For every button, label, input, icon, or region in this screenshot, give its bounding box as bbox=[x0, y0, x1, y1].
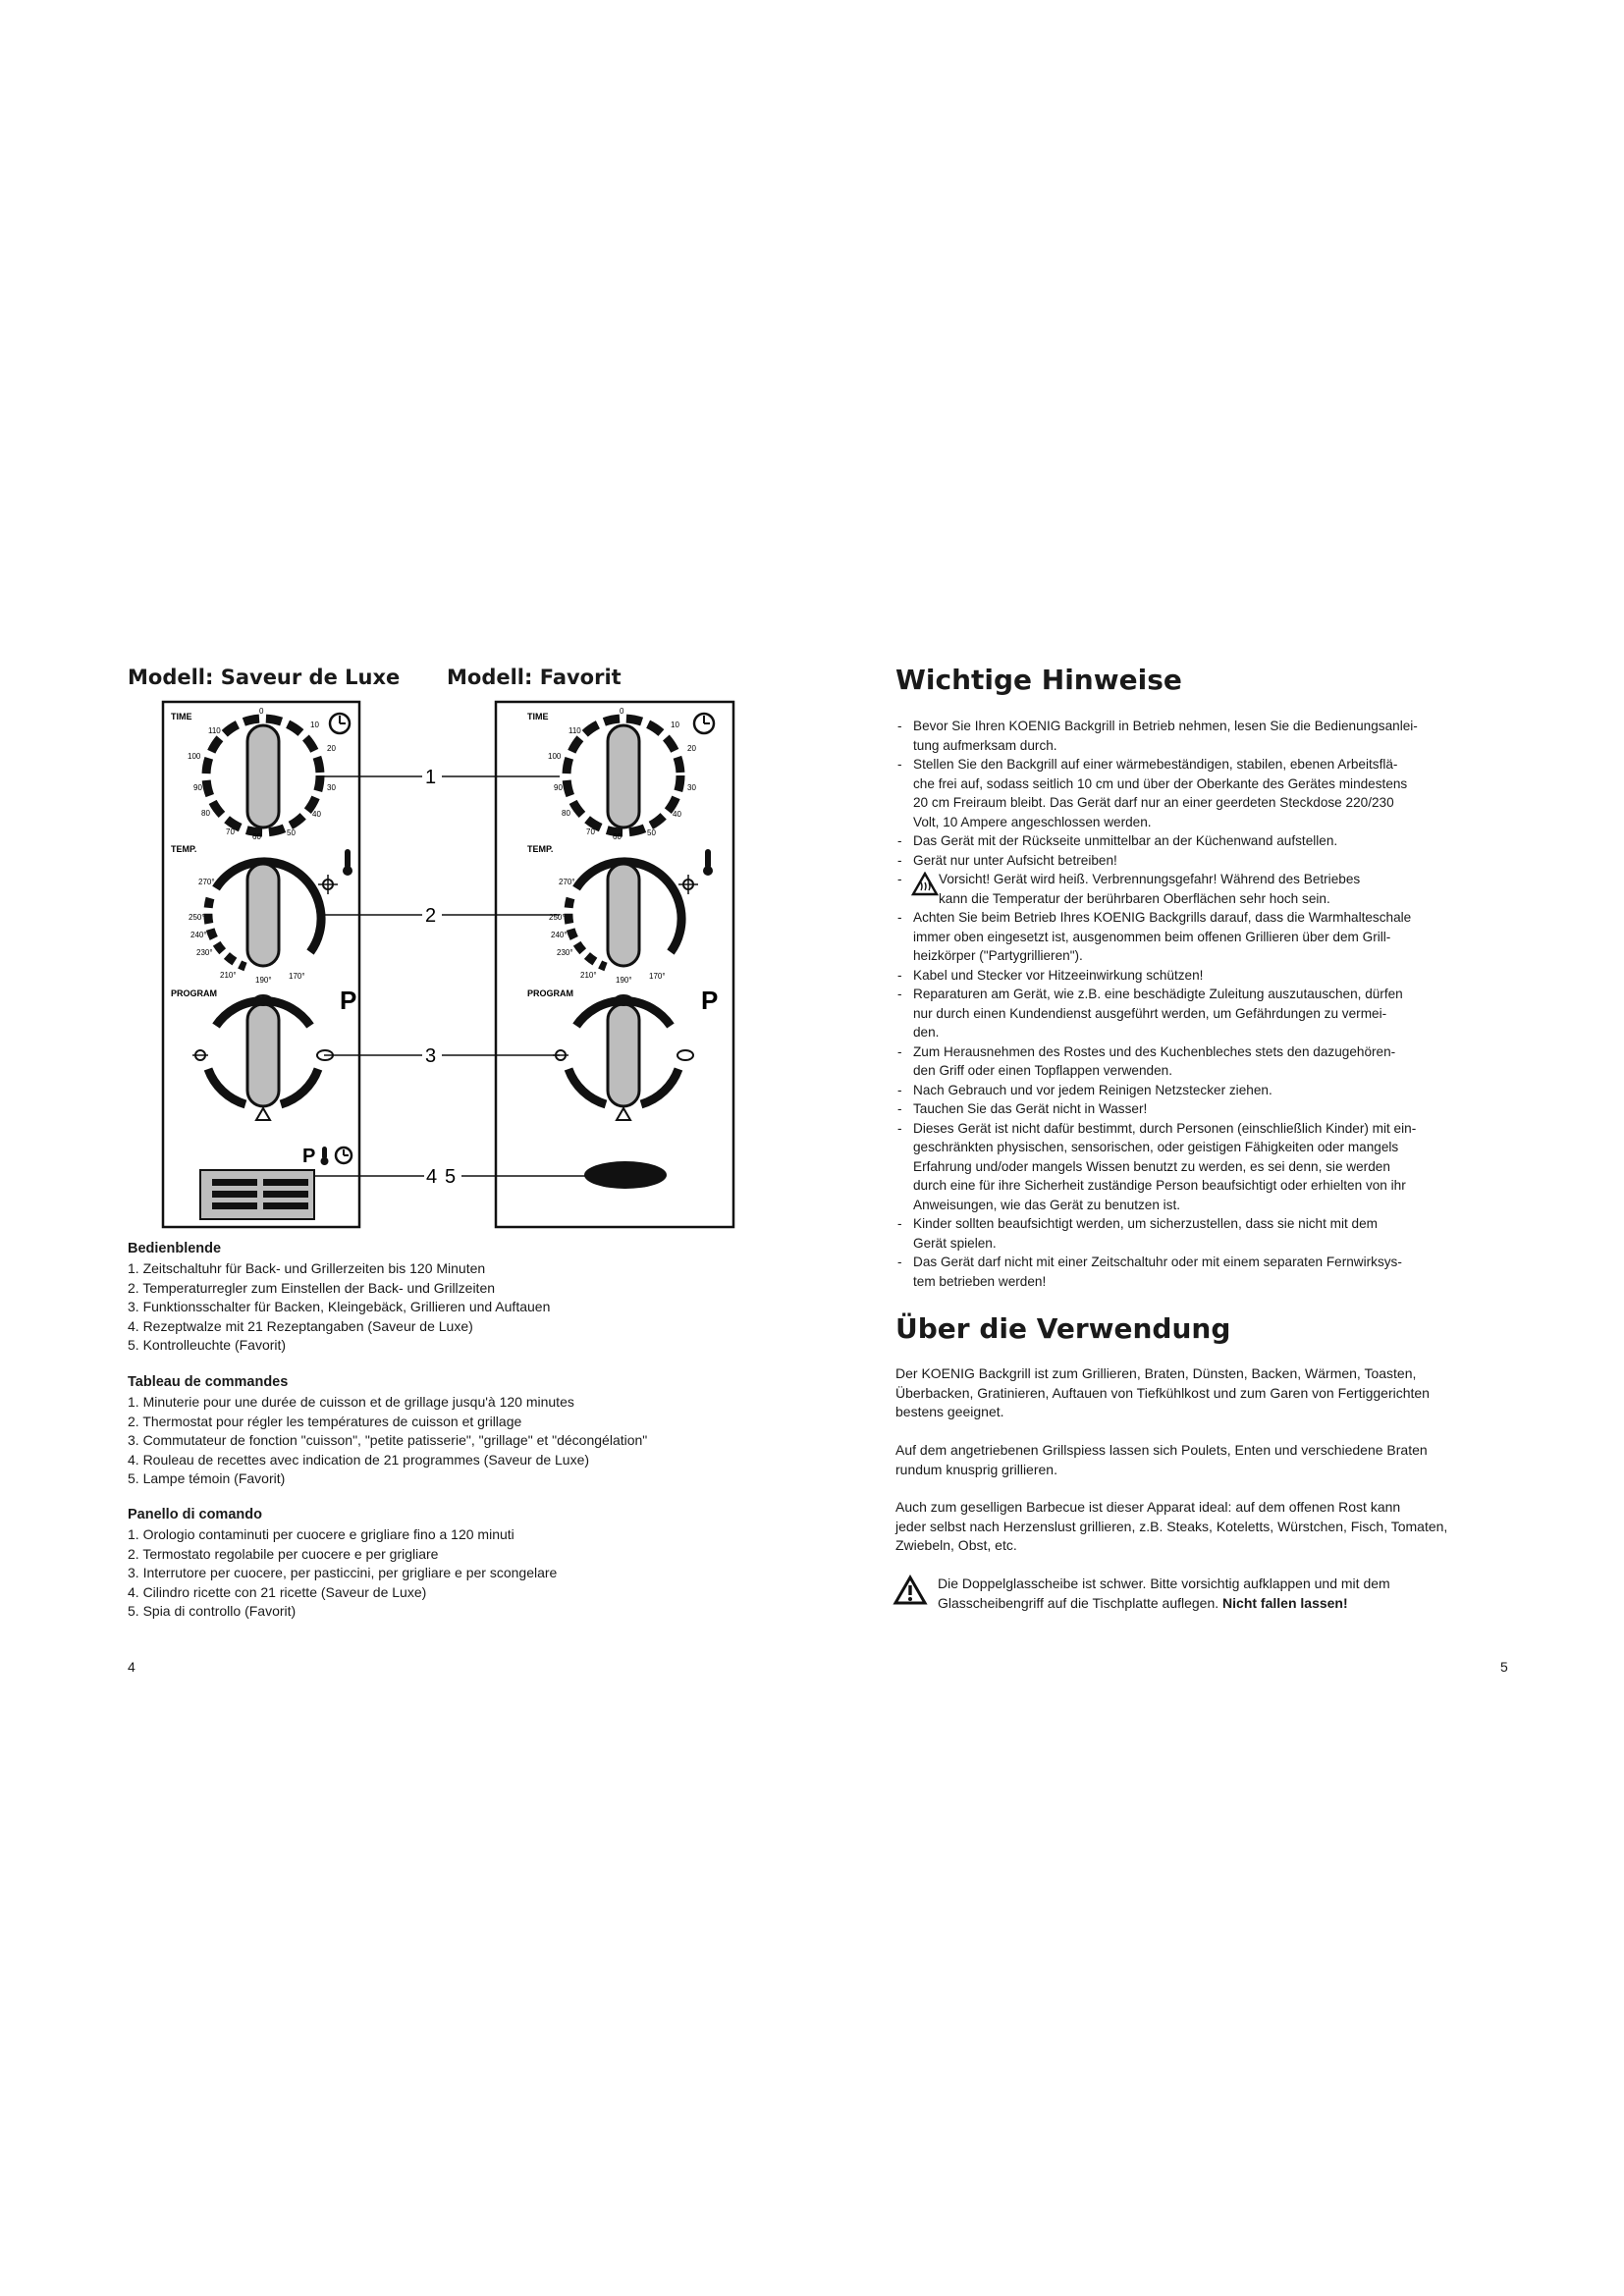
warning-note bbox=[938, 1575, 1546, 1613]
bedienblende-list bbox=[128, 1259, 550, 1356]
list-item: - Das Gerät darf nicht mit einer Zeitschaltuhr oder mit einem separaten Fernwirksys- tem betrieben werden! bbox=[895, 1253, 1543, 1291]
hinweise-title: Wichtige Hinweise bbox=[895, 664, 1182, 696]
svg-text:70: 70 bbox=[226, 828, 235, 836]
svg-text:210°: 210° bbox=[580, 971, 597, 980]
svg-text:40: 40 bbox=[312, 810, 321, 819]
warning-text: Die Doppelglasscheibe ist schwer. Bitte vorsichtig aufklappen und mit dem Glasscheibengriff auf die Tischplatte auflegen. bbox=[938, 1575, 1390, 1611]
page-number-right: 5 bbox=[1500, 1659, 1508, 1675]
list-item: - Nach Gebrauch und vor jedem Reinigen Netzstecker ziehen. bbox=[895, 1081, 1543, 1100]
svg-text:40: 40 bbox=[673, 810, 681, 819]
favorit-time-label: TIME bbox=[527, 712, 549, 721]
list-item: 4. Rouleau de recettes avec indication de 21 programmes (Saveur de Luxe) bbox=[128, 1451, 590, 1468]
verwendung-paragraph-1: Der KOENIG Backgrill ist zum Grillieren, Braten, Dünsten, Backen, Wärmen, Toasten, Überbacken, Gratinieren, Auftauen von Tiefkühlkost und zum Garen von Fertiggerichten bestens geeignet. bbox=[895, 1365, 1430, 1419]
list-item: 4. Cilindro ricette con 21 ricette (Saveur de Luxe) bbox=[128, 1583, 427, 1600]
list-item: 2. Thermostat pour régler les températures de cuisson et grillage bbox=[128, 1413, 522, 1429]
luxe-program-label: PROGRAM bbox=[171, 988, 217, 998]
list-item: - Dieses Gerät ist nicht dafür bestimmt, durch Personen (einschließlich Kinder) mit ein- geschränkten physischen, sensorischen, oder geistigen Fähigkeiten oder mangels Erfahrung und/oder mangels Wissen benutzt zu werden, es sei denn, sie werden durch eine für ihre Sicherheit zuständige Person beaufsichtigt oder erhielten von ihr Anweisungen, wie das Gerät zu benutzen ist. bbox=[895, 1119, 1543, 1215]
verwendung-title: Über die Verwendung bbox=[895, 1312, 1231, 1345]
hot-surface-text: Vorsicht! Gerät wird heiß. Verbrennungsgefahr! Während des Betriebes kann die Temperatur der berührbaren Oberflächen sehr hoch sein. bbox=[939, 872, 1361, 906]
svg-text:20: 20 bbox=[327, 744, 336, 753]
favorit-p-symbol: P bbox=[701, 986, 719, 1015]
svg-text:10: 10 bbox=[310, 721, 319, 729]
callout-numbers bbox=[425, 767, 456, 1188]
favorit-program-label: PROGRAM bbox=[527, 988, 573, 998]
model-favorit-title: Modell: Favorit bbox=[447, 666, 622, 689]
svg-text:0: 0 bbox=[259, 707, 264, 716]
callout-4: 4 bbox=[426, 1166, 438, 1188]
pannello-heading: Panello di comando bbox=[128, 1507, 262, 1522]
list-item: - Reparaturen am Gerät, wie z.B. eine beschädigte Zuleitung auszutauschen, dürfen nur durch einen Kundendienst ausgeführt werden, um Gefährdungen zu vermei- den. bbox=[895, 985, 1543, 1042]
control-panel-diagram bbox=[118, 692, 766, 1237]
list-item: 3. Commutateur de fonction "cuisson", "petite patisserie", "grillage" et "décongélation" bbox=[128, 1432, 648, 1449]
list-item: 5. Spia di controllo (Favorit) bbox=[128, 1603, 297, 1620]
svg-text:20: 20 bbox=[687, 744, 696, 753]
bedienblende-heading: Bedienblende bbox=[128, 1241, 222, 1256]
svg-text:90: 90 bbox=[193, 783, 202, 792]
svg-text:30: 30 bbox=[687, 783, 696, 792]
recipe-roller[interactable] bbox=[200, 1170, 314, 1219]
callout-1: 1 bbox=[425, 767, 437, 788]
list-item: 2. Termostato regolabile per cuocere e per grigliare bbox=[128, 1545, 439, 1562]
svg-text:170°: 170° bbox=[649, 972, 666, 981]
list-item: - Bevor Sie Ihren KOENIG Backgrill in Betrieb nehmen, lesen Sie die Bedienungsanlei- tung aufmerksam durch. bbox=[895, 717, 1543, 755]
callout-2: 2 bbox=[425, 905, 437, 927]
luxe-p-symbol: P bbox=[340, 986, 357, 1015]
indicator-p: P bbox=[302, 1146, 316, 1167]
svg-text:250°: 250° bbox=[189, 913, 205, 922]
callout-3: 3 bbox=[425, 1045, 437, 1067]
list-item: - Tauchen Sie das Gerät nicht in Wasser! bbox=[895, 1099, 1543, 1119]
svg-text:80: 80 bbox=[201, 809, 210, 818]
list-item: - Kinder sollten beaufsichtigt werden, um sicherzustellen, dass sie nicht mit dem Gerät spielen. bbox=[895, 1214, 1543, 1253]
svg-text:60: 60 bbox=[613, 832, 622, 841]
svg-text:110: 110 bbox=[208, 726, 221, 735]
svg-text:270°: 270° bbox=[559, 878, 575, 886]
luxe-temp-label: TEMP. bbox=[171, 844, 197, 854]
svg-text:50: 50 bbox=[287, 828, 296, 837]
list-item: - Stellen Sie den Backgrill auf einer wärmebeständigen, stabilen, ebenen Arbeitsflä- che frei auf, sodass seitlich 10 cm und über der Oberkante des Gerätes mindestens 20 cm Freiraum bleibt. Das Gerät darf nur an einer geerdeten Steckdose 220/230 Volt, 10 Ampere angeschlossen werden. bbox=[895, 755, 1543, 831]
svg-text:30: 30 bbox=[327, 783, 336, 792]
svg-text:230°: 230° bbox=[557, 948, 573, 957]
list-item: - Das Gerät mit der Rückseite unmittelbar an der Küchenwand aufstellen. bbox=[895, 831, 1543, 851]
list-item: 2. Temperaturregler zum Einstellen der Back- und Grillzeiten bbox=[128, 1279, 496, 1296]
svg-text:190°: 190° bbox=[255, 976, 272, 985]
svg-text:190°: 190° bbox=[616, 976, 632, 985]
list-item: 1. Orologio contaminuti per cuocere e grigliare fino a 120 minuti bbox=[128, 1526, 514, 1542]
warning-triangle-icon bbox=[893, 1575, 928, 1606]
list-item: - Gerät nur unter Aufsicht betreiben! bbox=[895, 851, 1543, 871]
svg-text:80: 80 bbox=[562, 809, 570, 818]
svg-text:270°: 270° bbox=[198, 878, 215, 886]
verwendung-paragraph-3: Auch zum geselligen Barbecue ist dieser Apparat ideal: auf dem offenen Rost kann jeder selbst nach Herzenslust grillieren, z.B. Steaks, Koteletts, Würstchen, Fisch, Tomaten, Zwiebeln, Obst, etc. bbox=[895, 1499, 1448, 1553]
list-item: 5. Kontrolleuchte (Favorit) bbox=[128, 1337, 287, 1354]
list-item bbox=[895, 870, 1543, 908]
list-item: 4. Rezeptwalze mit 21 Rezeptangaben (Saveur de Luxe) bbox=[128, 1317, 473, 1334]
tableau-heading: Tableau de commandes bbox=[128, 1374, 289, 1390]
svg-text:210°: 210° bbox=[220, 971, 237, 980]
svg-text:10: 10 bbox=[671, 721, 679, 729]
svg-text:240°: 240° bbox=[190, 931, 207, 939]
svg-text:110: 110 bbox=[568, 726, 581, 735]
hinweise-list bbox=[895, 717, 1543, 1291]
list-item: - Zum Herausnehmen des Rostes und des Kuchenbleches stets den dazugehören- den Griff oder einen Topflappen verwenden. bbox=[895, 1042, 1543, 1081]
svg-text:50: 50 bbox=[647, 828, 656, 837]
svg-text:70: 70 bbox=[586, 828, 595, 836]
list-item: 1. Minuterie pour une durée de cuisson et de grillage jusqu'à 120 minutes bbox=[128, 1394, 574, 1410]
control-lamp bbox=[584, 1161, 667, 1189]
verwendung-paragraph-2: Auf dem angetriebenen Grillspiess lassen sich Poulets, Enten und verschiedene Braten rundum knusprig grillieren. bbox=[895, 1442, 1428, 1477]
list-item: 3. Funktionsschalter für Backen, Kleingebäck, Grillieren und Auftauen bbox=[128, 1299, 551, 1315]
svg-text:0: 0 bbox=[620, 707, 624, 716]
list-item: 3. Interrutore per cuocere, per pasticcini, per grigliare e per scongelare bbox=[128, 1565, 558, 1581]
list-item: 5. Lampe témoin (Favorit) bbox=[128, 1470, 286, 1487]
page-number-left: 4 bbox=[128, 1659, 135, 1675]
svg-text:90: 90 bbox=[554, 783, 563, 792]
svg-text:240°: 240° bbox=[551, 931, 568, 939]
pannello-list bbox=[128, 1525, 557, 1622]
list-item: - Kabel und Stecker vor Hitzeeinwirkung schützen! bbox=[895, 966, 1543, 986]
list-item: 1. Zeitschaltuhr für Back- und Grillerzeiten bis 120 Minuten bbox=[128, 1260, 486, 1276]
svg-text:250°: 250° bbox=[549, 913, 566, 922]
luxe-time-label: TIME bbox=[171, 712, 192, 721]
svg-text:170°: 170° bbox=[289, 972, 305, 981]
list-item: - Achten Sie beim Betrieb Ihres KOENIG Backgrills darauf, dass die Warmhalteschale immer oben eingesetzt ist, ausgenommen beim offenen Grillieren über dem Grill- heizkörper ("Partygrillieren"). bbox=[895, 908, 1543, 966]
callout-5: 5 bbox=[445, 1166, 457, 1188]
warning-bold-text: Nicht fallen lassen! bbox=[1222, 1594, 1348, 1611]
svg-text:100: 100 bbox=[548, 752, 562, 761]
favorit-temp-label: TEMP. bbox=[527, 844, 554, 854]
hot-surface-warning-icon bbox=[911, 872, 939, 896]
svg-text:100: 100 bbox=[188, 752, 201, 761]
tableau-list bbox=[128, 1393, 647, 1489]
model-luxe-title: Modell: Saveur de Luxe bbox=[128, 666, 401, 689]
svg-text:230°: 230° bbox=[196, 948, 213, 957]
svg-text:60: 60 bbox=[252, 832, 261, 841]
